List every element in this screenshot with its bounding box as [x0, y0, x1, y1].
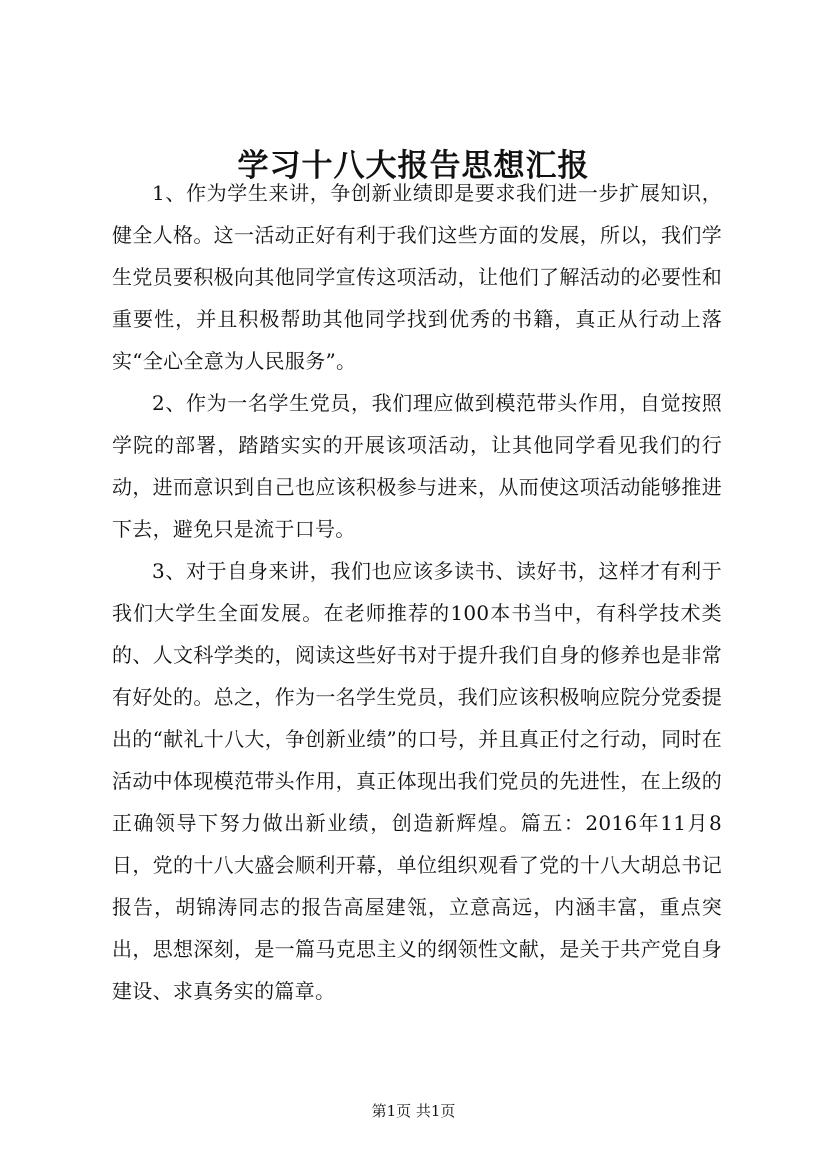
paragraph-3: 3、对于自身来讲，我们也应该多读书、读好书，这样才有利于我们大学生全面发展。在老师推荐的100本书当中，有科学技术类的、人文科学类的，阅读这些好书对于提升我们自身的修养也是非常有好处的。总之，作为一名学生党员，我们应该积极响应院分党委提出的“献礼十八大，争创新业绩”的口号，并且真正付之行动，同时在活动中体现模范带头作用，真正体现出我们党员的先进性，在上级的正确领导下努力做出新业绩，创造新辉煌。篇五：2016年11月8日，党的十八大盛会顺利开幕，单位组织观看了党的十八大胡总书记报告，胡锦涛同志的报告高屋建瓴，立意高远，内涵丰富，重点突出，思想深刻，是一篇马克思主义的纲领性文献，是关于共产党自身建设、求真务实的篇章。	[112, 559, 722, 1003]
document-body	[112, 172, 722, 1012]
document-title: 学习十八大报告思想汇报	[237, 148, 590, 184]
page-footer: 第1页 共1页	[371, 1102, 456, 1120]
paragraph-1: 1、作为学生来讲，争创新业绩即是要求我们进一步扩展知识，健全人格。这一活动正好有利于我们这些方面的发展，所以，我们学生党员要积极向其他同学宣传这项活动，让他们了解活动的必要性和重要性，并且积极帮助其他同学找到优秀的书籍，真正从行动上落实“全心全意为人民服务”。	[112, 181, 722, 373]
paragraph-2: 2、作为一名学生党员，我们理应做到模范带头作用，自觉按照学院的部署，踏踏实实的开展该项活动，让其他同学看见我们的行动，进而意识到自己也应该积极参与进来，从而使这项活动能够推进下去，避免只是流于口号。	[112, 391, 722, 541]
